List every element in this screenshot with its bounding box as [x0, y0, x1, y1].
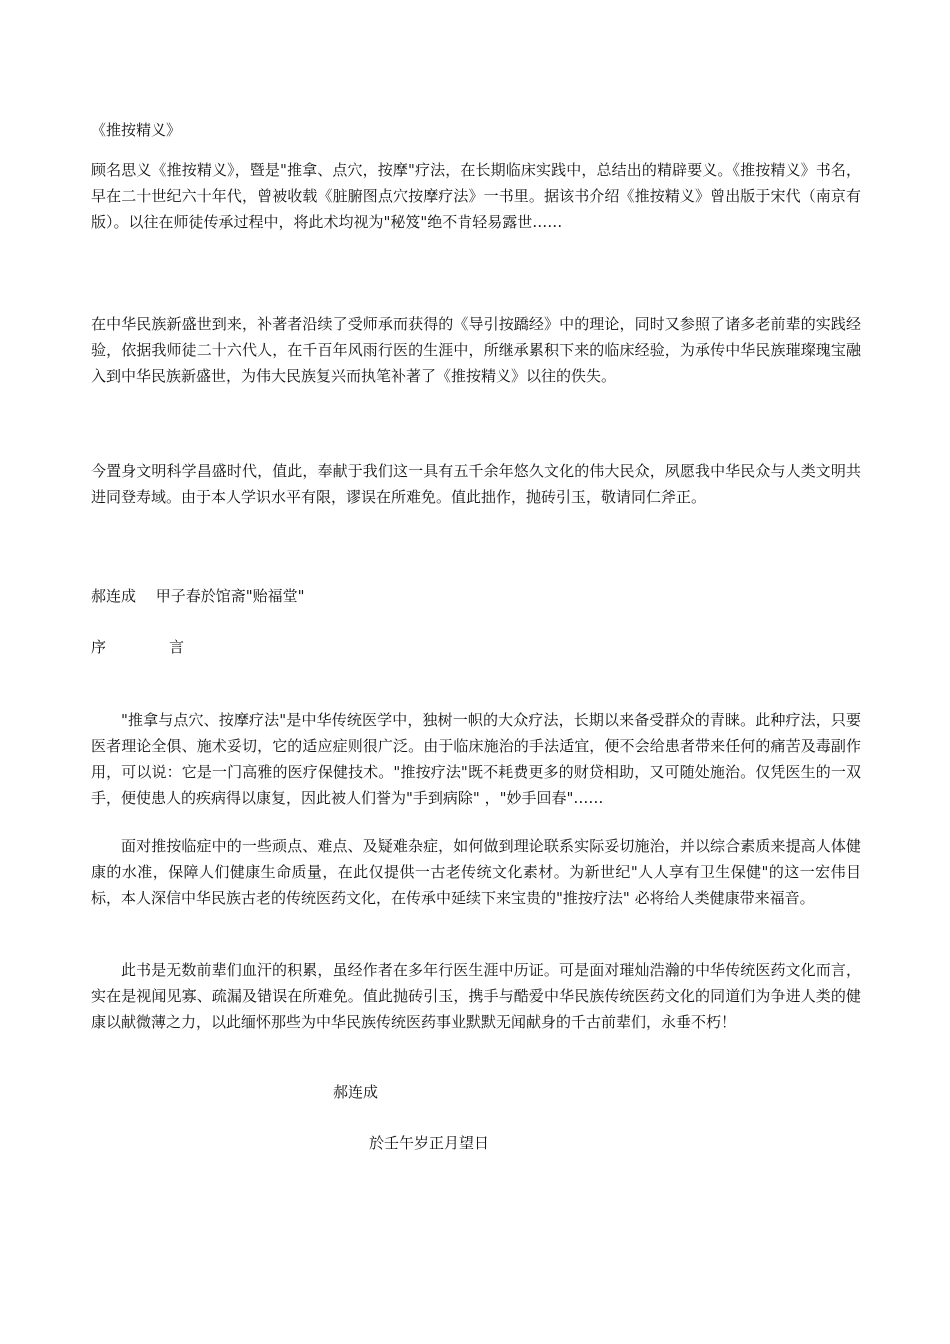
intro-signature: 郝连成 甲子春於馆斋"贻福堂" — [91, 587, 305, 605]
preface-date: 於壬午岁正月望日 — [369, 1134, 490, 1152]
preface-heading-left: 序 — [91, 638, 107, 656]
preface-paragraph-1: "推拿与点穴、按摩疗法"是中华传统医学中，独树一帜的大众疗法，长期以来备受群众的青睐。此种疗法，只要医者理论全俱、施术妥切，它的适应症则很广泛。由于临床施治的手法适宜，便不会给患者带来任何的痛苦及毒副作用，可以说：它是一门高雅的医疗保健技术。"推按疗法"既不耗费更多的财贷相助，又可随处施治。仅凭医生的一双手，便使患人的疾病得以康复，因此被人们誉为"手到病除" ，"妙手回春"…… — [91, 711, 861, 807]
preface-heading — [91, 634, 861, 660]
preface-paragraph-3: 此书是无数前辈们血汗的积累，虽经作者在多年行医生涯中历证。可是面对璀灿浩瀚的中华传统医药文化而言，实在是视闻见寡、疏漏及错误在所难免。值此抛砖引玉，携手与酷爱中华民族传统医药文化的同道们为争进人类的健康以献微薄之力，以此缅怀那些为中华民族传统医药事业默默无闻献身的千古前辈们，永垂不朽！ — [91, 961, 861, 1031]
preface-paragraph-2: 面对推按临症中的一些顽点、难点、及疑难杂症，如何做到理论联系实际妥切施治，并以综合素质来提高人体健康的水准，保障人们健康生命质量，在此仅提供一古老传统文化素材。为新世纪"人人享有卫生保健"的这一宏伟目标，本人深信中华民族古老的传统医药文化，在传承中延续下来宝贵的"推按疗法" 必将给人类健康带来福音。 — [91, 837, 861, 907]
intro-paragraph-3: 今置身文明科学昌盛时代，值此，奉献于我们这一具有五千余年悠久文化的伟大民众，夙愿我中华民众与人类文明共进同登寿域。由于本人学识水平有限，谬误在所难免。值此拙作，抛砖引玉，敬请同仁斧正。 — [91, 462, 861, 506]
intro-paragraph-1: 顾名思义《推按精义》，暨是"推拿、点穴，按摩"疗法，在长期临床实践中，总结出的精辟要义。《推按精义》书名，早在二十世纪六十年代，曾被收载《脏腑图点穴按摩疗法》一书里。据该书介绍《推按精义》曾出版于宋代（南京有版）。以往在师徒传承过程中，将此术均视为"秘笈"绝不肯轻易露世…… — [91, 161, 861, 231]
preface-author: 郝连成 — [333, 1083, 379, 1101]
intro-paragraph-2: 在中华民族新盛世到来，补著者沿续了受师承而获得的《导引按蹻经》中的理论，同时又参照了诸多老前辈的实践经验，依据我师徒二十六代人，在千百年风雨行医的生涯中，所继承累积下来的临床经验，为承传中华民族璀璨瑰宝融入到中华民族新盛世，为伟大民族复兴而执笔补著了《推按精义》以往的佚失。 — [91, 315, 861, 385]
preface-heading-right: 言 — [169, 638, 185, 656]
book-title: 《推按精义》 — [91, 121, 182, 139]
